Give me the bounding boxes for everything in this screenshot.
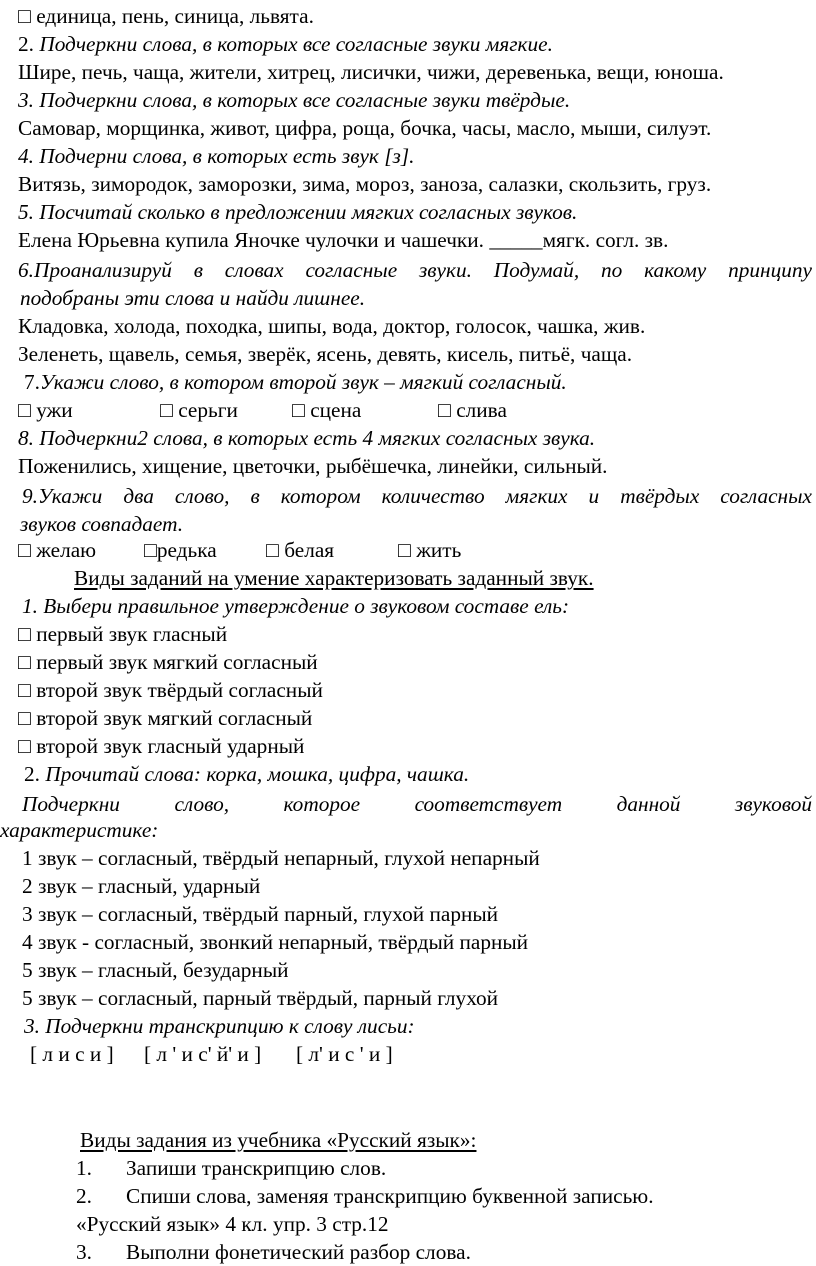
sound-characteristic: 1 звук – согласный, твёрдый непарный, глухой непарный (22, 846, 540, 870)
checkbox-option[interactable]: □ ужи (18, 398, 73, 422)
task-5: 5. Посчитай сколько в предложении мягких согласных звуков. (18, 200, 578, 224)
checkbox-option[interactable]: □ жить (398, 538, 462, 562)
task-number: 2. (18, 32, 34, 56)
checkbox-option[interactable]: □ желаю (18, 538, 97, 562)
task-2 (18, 30, 812, 58)
list-item (76, 1154, 812, 1182)
list-number: 2. (76, 1184, 92, 1208)
task-text: Укажи слово, в котором второй звук – мягкий согласный. (39, 370, 567, 394)
transcription-option[interactable]: [ л' и с ' и ] (296, 1042, 393, 1066)
checkbox-option[interactable]: □ сцена (292, 398, 362, 422)
word-list: Шире, печь, чаща, жители, хитрец, лисички, чижи, деревенька, вещи, юноша. (18, 60, 724, 84)
list-text: «Русский язык» 4 кл. упр. 3 стр.12 (76, 1212, 389, 1236)
section-heading: Виды заданий на умение характеризовать заданный звук. (74, 566, 594, 590)
sound-characteristic: 3 звук – согласный, твёрдый парный, глухой парный (22, 902, 499, 926)
checkbox-option[interactable]: □редька (144, 538, 217, 562)
task-6-line-1: 6.Проанализируй в словах согласные звуки. Подумай, по какому принципу (18, 258, 812, 282)
task-number: 2. (24, 762, 40, 786)
list-text: Выполни фонетический разбор слова. (126, 1240, 471, 1264)
list-item (76, 1238, 812, 1266)
task-6-line-2: подобраны эти слова и найди лишнее. (20, 286, 366, 310)
section-heading: Виды задания из учебника «Русский язык»: (80, 1128, 477, 1152)
checkbox-option[interactable]: □ первый звук мягкий согласный (18, 650, 318, 674)
task-7 (24, 368, 812, 396)
list-text: Запиши транскрипцию слов. (126, 1156, 387, 1180)
subtask-2-line-3: характеристике: (0, 818, 159, 842)
task-8: 8. Подчеркни2 слова, в которых есть 4 мягких согласных звука. (18, 426, 596, 450)
task-number: 7. (24, 370, 40, 394)
sentence: Елена Юрьевна купила Яночке чулочки и чашечки. _____мягк. согл. зв. (18, 228, 669, 252)
task-9-line-1: 9.Укажи два слово, в котором количество мягких и твёрдых согласных (22, 484, 812, 508)
list-number: 1. (76, 1156, 92, 1180)
subtask-1: 1. Выбери правильное утверждение о звуковом составе ель: (22, 594, 570, 618)
task-3: 3. Подчеркни слова, в которых все согласные звуки твёрдые. (18, 88, 571, 112)
sound-characteristic: 4 звук - согласный, звонкий непарный, твёрдый парный (22, 930, 529, 954)
checkbox-option[interactable]: □ второй звук гласный ударный (18, 734, 305, 758)
word-list: Поженились, хищение, цветочки, рыбёшечка, линейки, сильный. (18, 454, 608, 478)
word-list: Зеленеть, щавель, семья, зверёк, ясень, девять, кисель, питьё, чаща. (18, 342, 633, 366)
list-number: 3. (76, 1240, 92, 1264)
sound-characteristic: 5 звук – согласный, парный твёрдый, парный глухой (22, 986, 499, 1010)
list-item (76, 1182, 812, 1210)
sound-characteristic: 5 звук – гласный, безударный (22, 958, 289, 982)
checkbox-option[interactable]: □ серьги (160, 398, 238, 422)
task-9-line-2: звуков совпадает. (20, 512, 184, 536)
subtask-2 (24, 760, 812, 788)
word-list: □ единица, пень, синица, львята. (18, 4, 314, 28)
transcription-option[interactable]: [ л и с и ] (30, 1042, 114, 1066)
checkbox-option[interactable]: □ второй звук мягкий согласный (18, 706, 313, 730)
checkbox-option[interactable]: □ второй звук твёрдый согласный (18, 678, 323, 702)
list-text: Спиши слова, заменяя транскрипцию буквенной записью. (126, 1184, 654, 1208)
task-text: Прочитай слова: корка, мошка, цифра, чашка. (45, 762, 470, 786)
task-4: 4. Подчерни слова, в которых есть звук [з]. (18, 144, 415, 168)
sound-characteristic: 2 звук – гласный, ударный (22, 874, 261, 898)
word-list: Кладовка, холода, походка, шипы, вода, доктор, голосок, чашка, жив. (18, 314, 646, 338)
checkbox-option[interactable]: □ белая (266, 538, 335, 562)
transcription-option[interactable]: [ л ' и с' й' и ] (144, 1042, 262, 1066)
checkbox-option[interactable]: □ первый звук гласный (18, 622, 228, 646)
word-list: Самовар, морщинка, живот, цифра, роща, бочка, часы, масло, мыши, силуэт. (18, 116, 712, 140)
checkbox-option[interactable]: □ слива (438, 398, 507, 422)
subtask-3: 3. Подчеркни транскрипцию к слову лисьи: (24, 1014, 415, 1038)
list-item (76, 1210, 812, 1238)
subtask-2-line-2: Подчеркни слово, которое соответствует данной звуковой (22, 792, 812, 816)
task-text: Подчеркни слова, в которых все согласные звуки мягкие. (39, 32, 553, 56)
word-list: Витязь, зимородок, заморозки, зима, мороз, заноза, салазки, скользить, груз. (18, 172, 712, 196)
